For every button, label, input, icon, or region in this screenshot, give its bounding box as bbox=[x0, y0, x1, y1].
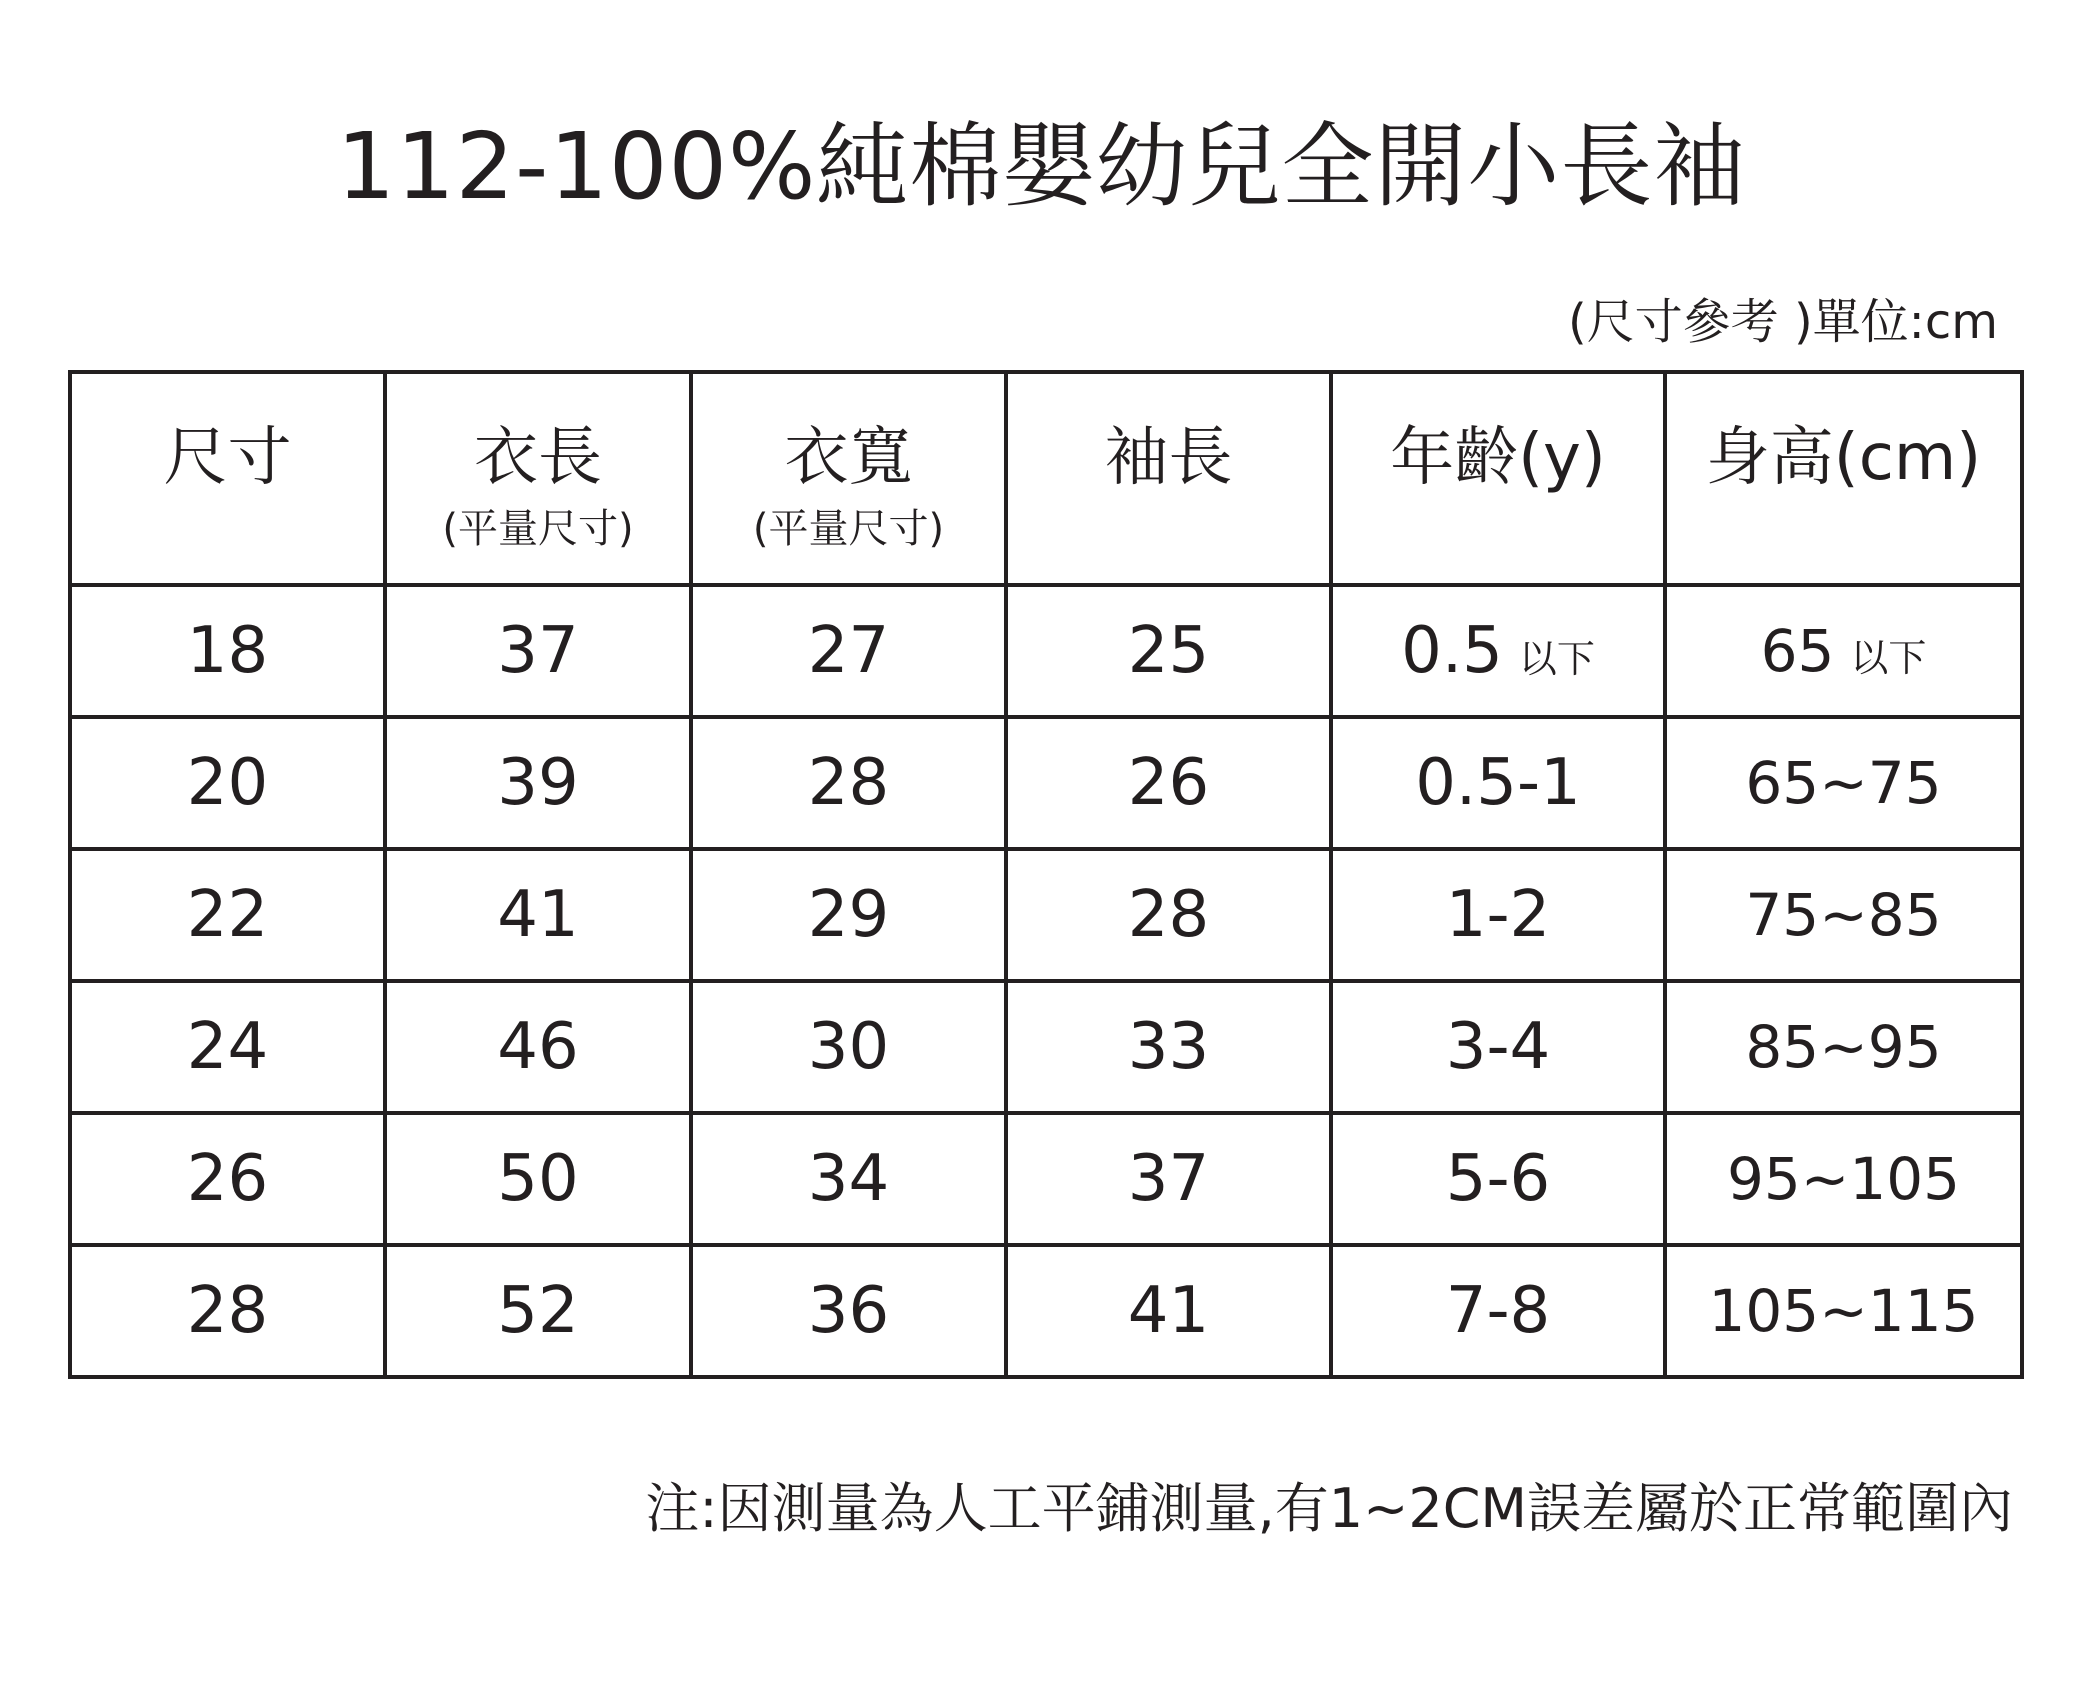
cell-width bbox=[691, 1113, 1006, 1245]
header-label: 袖長 bbox=[1104, 421, 1233, 495]
cell-value: 65 bbox=[1760, 617, 1835, 685]
table-row bbox=[70, 849, 2022, 981]
cell-width bbox=[691, 981, 1006, 1113]
cell-sleeve bbox=[1006, 585, 1331, 717]
cell-value: 7-8 bbox=[1445, 1274, 1551, 1348]
table-header-row bbox=[70, 372, 2022, 585]
cell-value: 39 bbox=[497, 746, 579, 820]
cell-age bbox=[1331, 849, 1665, 981]
cell-sleeve bbox=[1006, 1245, 1331, 1377]
cell-width bbox=[691, 585, 1006, 717]
cell-value: 28 bbox=[186, 1274, 269, 1348]
cell-value: 37 bbox=[497, 614, 579, 688]
table-row bbox=[70, 1245, 2022, 1377]
cell-value: 105~115 bbox=[1708, 1277, 1979, 1345]
cell-value: 28 bbox=[1127, 878, 1210, 952]
cell-value: 26 bbox=[1127, 746, 1210, 820]
header-age bbox=[1331, 372, 1665, 585]
cell-size bbox=[70, 717, 385, 849]
cell-size bbox=[70, 1245, 385, 1377]
cell-height bbox=[1665, 849, 2022, 981]
cell-height bbox=[1665, 1245, 2022, 1377]
cell-value: 5-6 bbox=[1445, 1142, 1551, 1216]
table-row bbox=[70, 717, 2022, 849]
cell-value: 41 bbox=[497, 878, 579, 952]
cell-height bbox=[1665, 981, 2022, 1113]
cell-width bbox=[691, 1245, 1006, 1377]
cell-length bbox=[385, 585, 691, 717]
cell-sleeve bbox=[1006, 849, 1331, 981]
cell-value: 85~95 bbox=[1745, 1013, 1942, 1081]
cell-suffix: 以下 bbox=[1518, 637, 1595, 681]
cell-value: 18 bbox=[186, 614, 269, 688]
header-label: 衣寬 bbox=[784, 421, 913, 495]
cell-length bbox=[385, 849, 691, 981]
cell-value: 33 bbox=[1127, 1010, 1210, 1084]
table-row bbox=[70, 585, 2022, 717]
table-row bbox=[70, 981, 2022, 1113]
cell-height bbox=[1665, 585, 2022, 717]
cell-value: 24 bbox=[186, 1010, 269, 1084]
header-size bbox=[70, 372, 385, 585]
cell-length bbox=[385, 717, 691, 849]
cell-height bbox=[1665, 1113, 2022, 1245]
header-sublabel: (平量尺寸) bbox=[752, 506, 945, 552]
cell-size bbox=[70, 585, 385, 717]
cell-value: 30 bbox=[807, 1010, 890, 1084]
header-sublabel: (平量尺寸) bbox=[442, 506, 634, 552]
header-label: 尺寸 bbox=[163, 421, 292, 495]
header-label: 身高(cm) bbox=[1705, 421, 1982, 495]
header-label: 年齡(y) bbox=[1390, 421, 1606, 495]
page-title: 112-100%純棉嬰幼兒全開小長袖 bbox=[336, 113, 1747, 220]
cell-value: 34 bbox=[807, 1142, 890, 1216]
cell-value: 29 bbox=[807, 878, 890, 952]
cell-value: 28 bbox=[807, 746, 890, 820]
cell-value: 52 bbox=[497, 1274, 579, 1348]
cell-age bbox=[1331, 585, 1665, 717]
cell-length bbox=[385, 1245, 691, 1377]
cell-value: 41 bbox=[1127, 1274, 1210, 1348]
cell-value: 0.5 bbox=[1401, 614, 1503, 688]
header-label: 衣長 bbox=[474, 421, 602, 495]
cell-size bbox=[70, 981, 385, 1113]
cell-width bbox=[691, 849, 1006, 981]
cell-value: 20 bbox=[186, 746, 269, 820]
cell-value: 22 bbox=[186, 878, 269, 952]
cell-age bbox=[1331, 981, 1665, 1113]
measurement-footnote: 注:因測量為人工平鋪測量,有1~2CM誤差屬於正常範圍內 bbox=[645, 1477, 2013, 1540]
cell-length bbox=[385, 981, 691, 1113]
cell-value: 26 bbox=[186, 1142, 269, 1216]
cell-value: 3-4 bbox=[1445, 1010, 1551, 1084]
cell-value: 1-2 bbox=[1445, 878, 1551, 952]
cell-sleeve bbox=[1006, 1113, 1331, 1245]
cell-size bbox=[70, 849, 385, 981]
cell-length bbox=[385, 1113, 691, 1245]
cell-age bbox=[1331, 1245, 1665, 1377]
cell-value: 95~105 bbox=[1726, 1145, 1961, 1213]
cell-value: 37 bbox=[1127, 1142, 1210, 1216]
cell-value: 36 bbox=[807, 1274, 890, 1348]
cell-value: 27 bbox=[807, 614, 890, 688]
header-length bbox=[385, 372, 691, 585]
cell-size bbox=[70, 1113, 385, 1245]
cell-value: 46 bbox=[497, 1010, 579, 1084]
cell-sleeve bbox=[1006, 717, 1331, 849]
unit-note: (尺寸參考 )單位:cm bbox=[1567, 294, 1998, 350]
header-width bbox=[691, 372, 1006, 585]
cell-value: 65~75 bbox=[1745, 749, 1942, 817]
table-row bbox=[70, 1113, 2022, 1245]
header-sleeve bbox=[1006, 372, 1331, 585]
cell-width bbox=[691, 717, 1006, 849]
size-chart-table bbox=[68, 370, 2024, 1379]
header-height bbox=[1665, 372, 2022, 585]
cell-value: 75~85 bbox=[1745, 881, 1942, 949]
cell-age bbox=[1331, 1113, 1665, 1245]
cell-value: 0.5-1 bbox=[1415, 746, 1581, 820]
cell-suffix: 以下 bbox=[1850, 636, 1927, 680]
cell-value: 25 bbox=[1127, 614, 1210, 688]
cell-value: 50 bbox=[497, 1142, 579, 1216]
cell-height bbox=[1665, 717, 2022, 849]
cell-sleeve bbox=[1006, 981, 1331, 1113]
cell-age bbox=[1331, 717, 1665, 849]
